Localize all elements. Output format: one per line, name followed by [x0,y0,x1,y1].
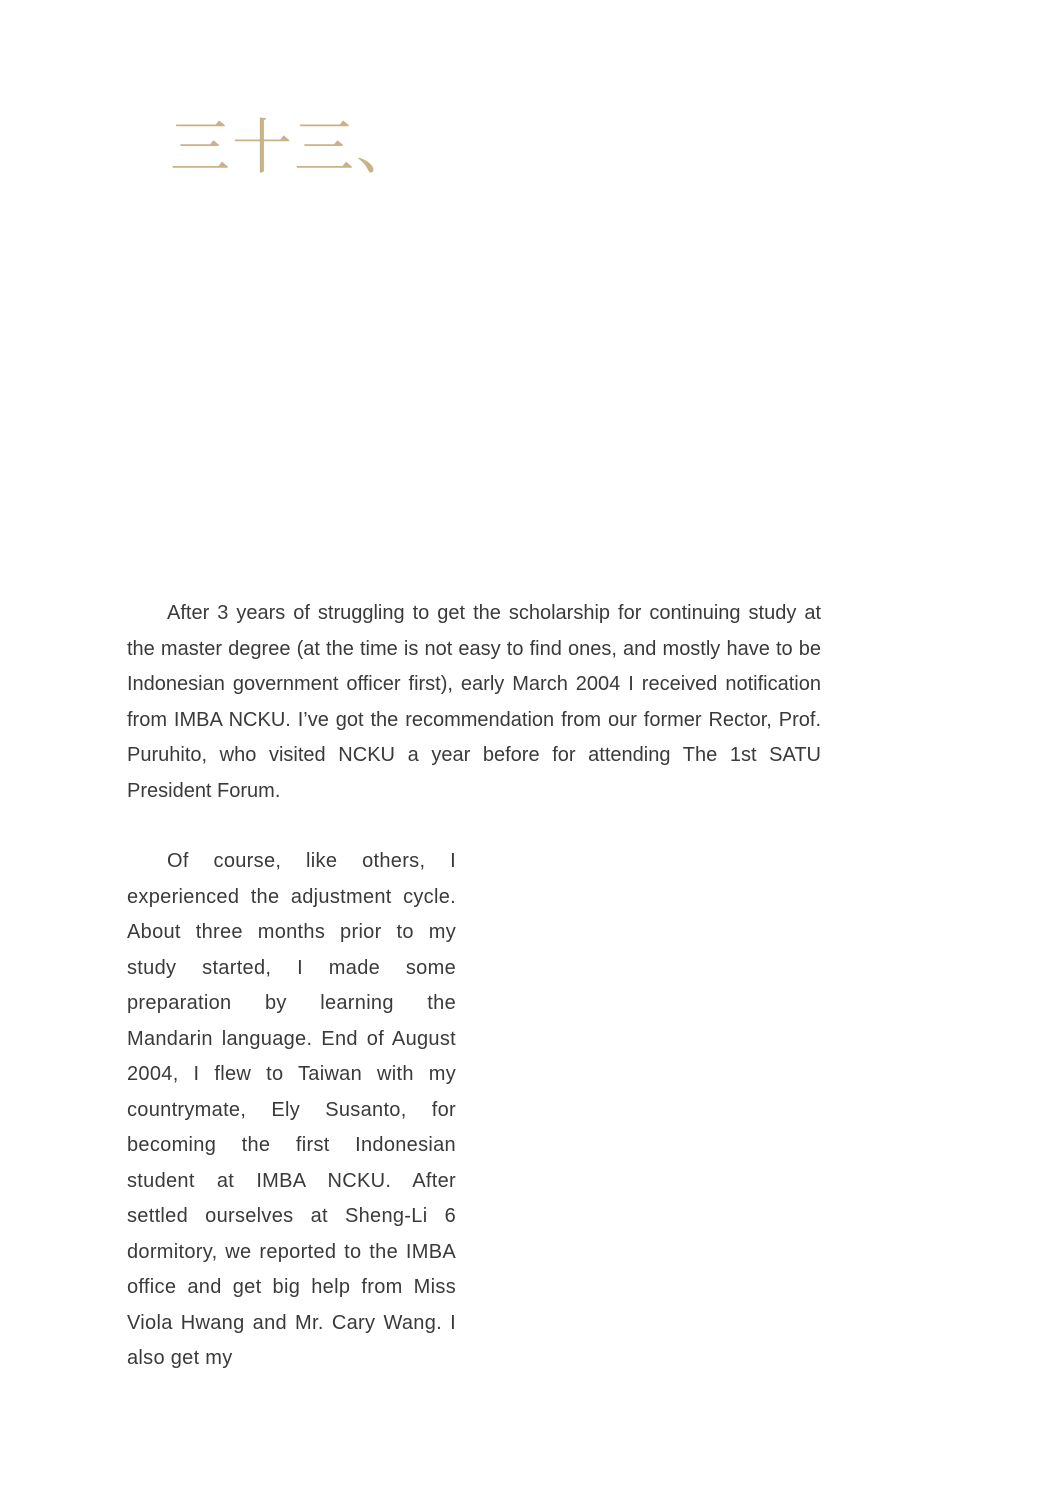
chapter-number-heading: 三十三、 [170,113,418,183]
body-paragraph-2: Of course, like others, I experienced the adjustment cycle. About three months prior to my study started, I made some preparation by learning the Mandarin language. End of August 2004, I flew to Taiwan with my countrymate, Ely Susanto, for becoming the first Indonesian student at IMBA NCKU. After settled ourselves at Sheng-Li 6 dormitory, we reported to the IMBA office and get big help from Miss Viola Hwang and Mr. Cary Wang. I also get my [127,850,456,1369]
body-paragraph-1: After 3 years of struggling to get the scholarship for continuing study at the master degree (at the time is not easy to find ones, and mostly have to be Indonesian government officer first), early March 2004 I received notification from IMBA NCKU. I’ve got the recommendation from our former Rector, Prof. Puruhito, who visited NCKU a year before for attending The 1st SATU President Forum. [127,602,821,802]
